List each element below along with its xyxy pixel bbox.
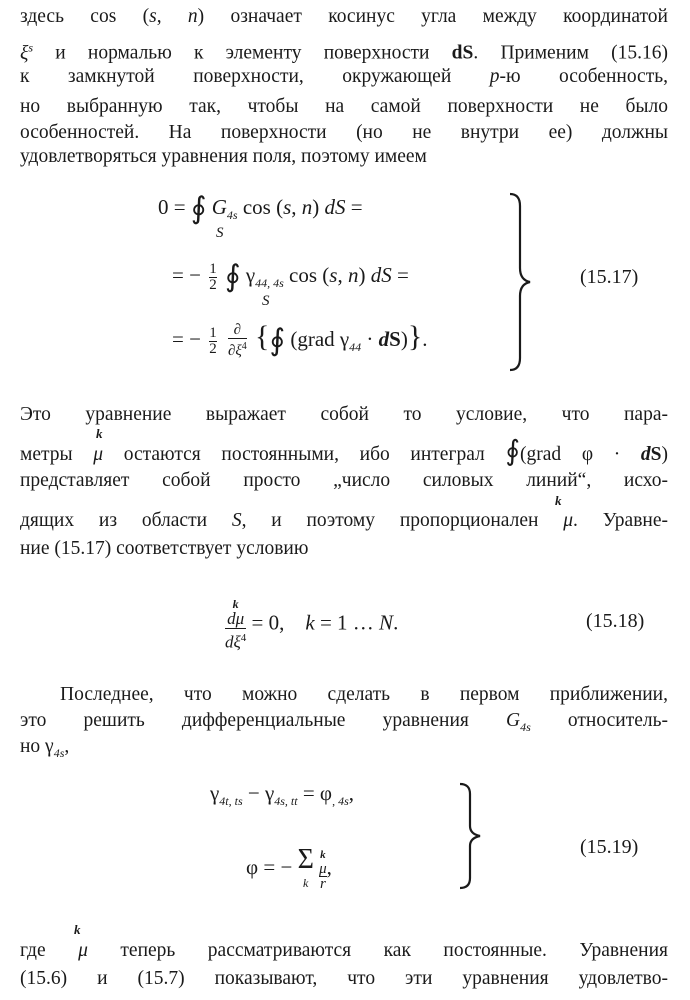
text-line: но выбранную так, чтобы на самой поверхности не было (20, 96, 668, 117)
equation-number-15-18: (15.18) (586, 610, 645, 632)
right-brace-15-19 (456, 782, 486, 890)
overset-k: k (96, 426, 103, 441)
text-line: метры μ остаются постоянными, ибо интеграл ∮(grad φ · dS) (20, 436, 669, 467)
text-line: особенностей. На поверхности (но не внутри ее) должны (20, 122, 668, 143)
text-line: $\xi^s$ и нормалью к элементу поверхности dS. Применим (15.16) (20, 40, 668, 64)
text-line: представляет собой просто „число силовых линий“, исхо- (20, 470, 668, 491)
text-line: но $\gamma_{4s}$, (20, 736, 70, 760)
overset-k: k (555, 493, 562, 508)
equation-15-19-line-1: $\gamma_{4t, ts} - \gamma_{4s, tt} = \varphi_{, 4s}$, (210, 781, 354, 809)
text-line: здесь cos (s, n) означает косинус угла между координатой (20, 6, 668, 27)
text-line: Последнее, что можно сделать в первом приближении, (60, 684, 668, 705)
equation-15-17-line-2: = − $\frac{1}{2}$ ∮ S $\gamma_{44, 4s}$ cos (s, n) dS = (172, 260, 409, 309)
text-line: это решить дифференциальные уравнения $G_{4s}$ относитель- (20, 710, 668, 734)
equation-number-15-17: (15.17) (580, 266, 639, 288)
text-line: удовлетворяться уравнения поля, поэтому имеем (20, 146, 427, 167)
equation-number-15-19: (15.19) (580, 836, 639, 858)
equation-15-18: k dμ $d\xi^4$ = 0, k = 1 … N. (225, 597, 399, 652)
text-line: дящих из области S, и поэтому пропорционален μ. Уравне- (20, 510, 668, 531)
text-line: к замкнутой поверхности, окружающей p-ю особенность, (20, 66, 668, 87)
overset-k: k (74, 922, 81, 937)
right-brace-15-17 (506, 192, 536, 372)
text-line: где μ теперь рассматриваются как постоянные. Уравнения (20, 940, 668, 961)
text-line: Это уравнение выражает собой то условие, что пара- (20, 404, 668, 425)
equation-15-19-line-2: φ = − Σ k k μ r , (246, 844, 332, 892)
text-line: (15.6) и (15.7) показывают, что эти уравнения удовлетво- (20, 968, 668, 989)
equation-15-17-line-1: 0 = ∮ S $G_{4s}$ cos (s, n) dS = (158, 192, 363, 241)
equation-15-17-line-3: = − $\frac{1}{2}$ ∂ $\partial\xi^4$ {∮ (grad $\gamma_{44} \cdot dS$)}. (172, 320, 428, 360)
text-line: ние (15.17) соответствует условию (20, 538, 309, 559)
